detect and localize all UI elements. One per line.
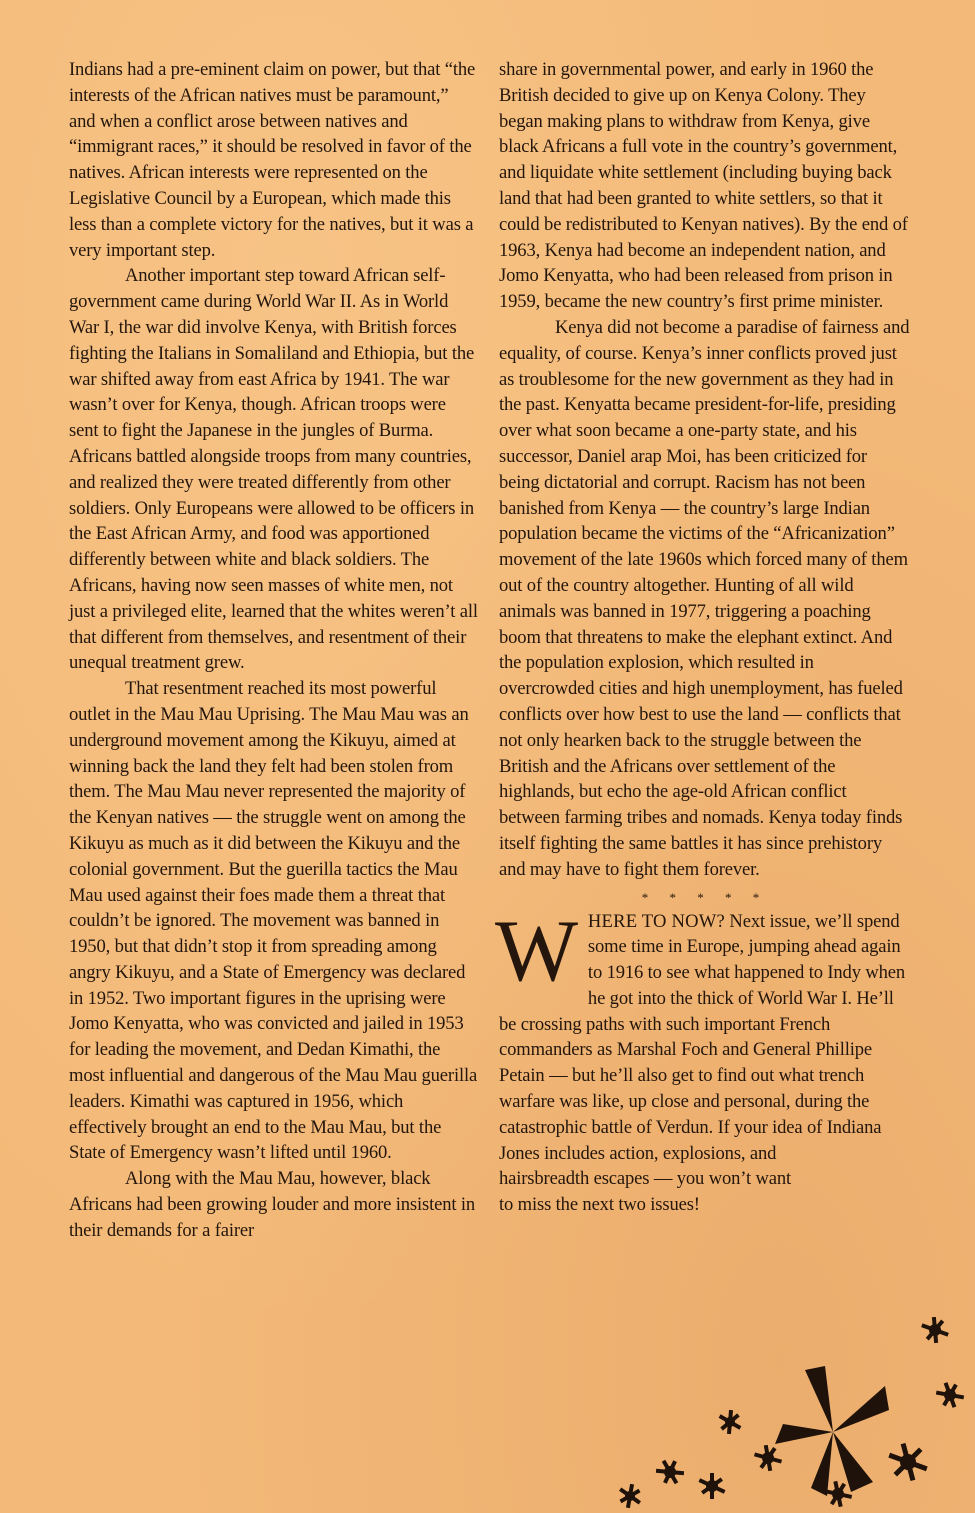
paragraph: Along with the Mau Mau, however, black Africans had been growing louder and more insistent in their demands for a fairer [69,1168,476,1241]
paragraph: Indians had a pre-eminent claim on power, but that “the interests of the African natives must be paramount,” and when a conflict arose between natives and “immigrant races,” it should be resolved in favor of the natives. African interests were represented on the Legislative Council by a European, which made this less than a complete victory for the natives, but it was a very important step. [69,59,476,261]
splat-icon [656,1460,684,1485]
drop-cap: W [495,902,578,1000]
section-separator: * * * * * [641,889,769,905]
pinwheel-icon [775,1366,889,1496]
paragraph: share in governmental power, and early in 1960 the British decided to give up on Kenya Colony. They began making plans to withdraw from Kenya, give black Africans a full vote in the country’s government, and liquidate white settlement (including buying back land that had been granted to white settlers, so that it could be redistributed to Kenyan natives). By the end of 1963, Kenya had become an independent nation, and Jomo Kenyatta, who had been released from prison in 1959, became the new country’s first prime minister. [499,59,908,313]
splat-icon [754,1445,782,1471]
paragraph: That resentment reached its most powerful outlet in the Mau Mau Uprising. The Mau Mau was an underground movement among the Kikuyu, aimed at winning back the land they felt had been stolen from them. The Mau Mau never represented the majority of the Kenyan natives — the struggle went on among the Kikuyu as much as it did between the Kikuyu and the colonial government. But the guerilla tactics the Mau Mau used against their foes made them a threat that couldn’t be ignored. The movement was banned in 1950, but that didn’t stop it from spreading among angry Kikuyu, and a State of Emergency was declared in 1952. Two important figures in the uprising were Jomo Kenyatta, who was convicted and jailed in 1953 for leading the movement, and Dedan Kimathi, the most influential and dangerous of the Mau Mau guerilla leaders. Kimathi was captured in 1956, which effectively brought an end to the Mau Mau, but the State of Emergency wasn’t lifted until 1960. [69,678,478,1164]
paragraph: Another important step toward African self-government came during World War II. As in World War I, the war did involve Kenya, with British forces fighting the Italians in Somaliland and Ethiopia, but the war shifted away from east Africa by 1941. The war wasn’t over for Kenya, though. African troops were sent to fight the Japanese in the jungles of Burma. Africans battled alongside troops from many countries, and realized they were treated differently from other soldiers. Only Europeans were allowed to be officers in the East African Army, and food was apportioned differently between white and black soldiers. The Africans, having now seen masses of white men, not just a privileged elite, learned that the whites weren’t all that different from themselves, and resentment of their unequal treatment grew. [69,265,478,674]
splat-icon [619,1484,641,1508]
splat-icon [936,1382,964,1408]
paragraph: Kenya did not become a paradise of fairness and equality, of course. Kenya’s inner conflicts proved just as troublesome for the new government as they had in the past. Kenyatta became president-for-life, presiding over what soon became a one-party state, and his successor, Daniel arap Moi, has been criticized for being dictatorial and corrupt. Racism has not been banished from Kenya — the country’s large Indian population became the victims of the “Africanization” movement of the late 1960s which forced many of them out of the country altogether. Hunting of all wild animals was banned in 1977, triggering a poaching boom that threatens to make the elephant extinct. And the population explosion, which resulted in overcrowded cities and high unemployment, has fueled conflicts over how best to use the land — conflicts that not only hearken back to the struggle between the British and the Africans over settlement of the highlands, but echo the age-old African conflict between farming tribes and nomads. Kenya today finds itself fighting the same battles it has since prehistory and may have to fight them forever. [499,316,910,880]
splat-icon [888,1443,927,1481]
splat-icon [719,1410,742,1434]
splat-icon [698,1473,725,1499]
splat-icon [824,1481,852,1507]
closing-text: hairsbreadth escapes — you won’t want to miss the next two issues! [499,1168,792,1216]
splat-icon [921,1317,949,1343]
next-issue-body: Next issue, we’ll spend some time in Europe, jumping ahead again to 1916 to see what happened to Indy when he got into the thick of World War I. He’ll be crossing paths with such important French commanders as Marshal Foch and General Phillipe Petain — but he’ll also get to find out what trench warfare was like, up close and personal, during the catastrophic battle of Verdun. If your idea of Indiana Jones includes action, explosions, and [499,910,906,1164]
lead-caps: HERE TO NOW? [587,910,725,932]
